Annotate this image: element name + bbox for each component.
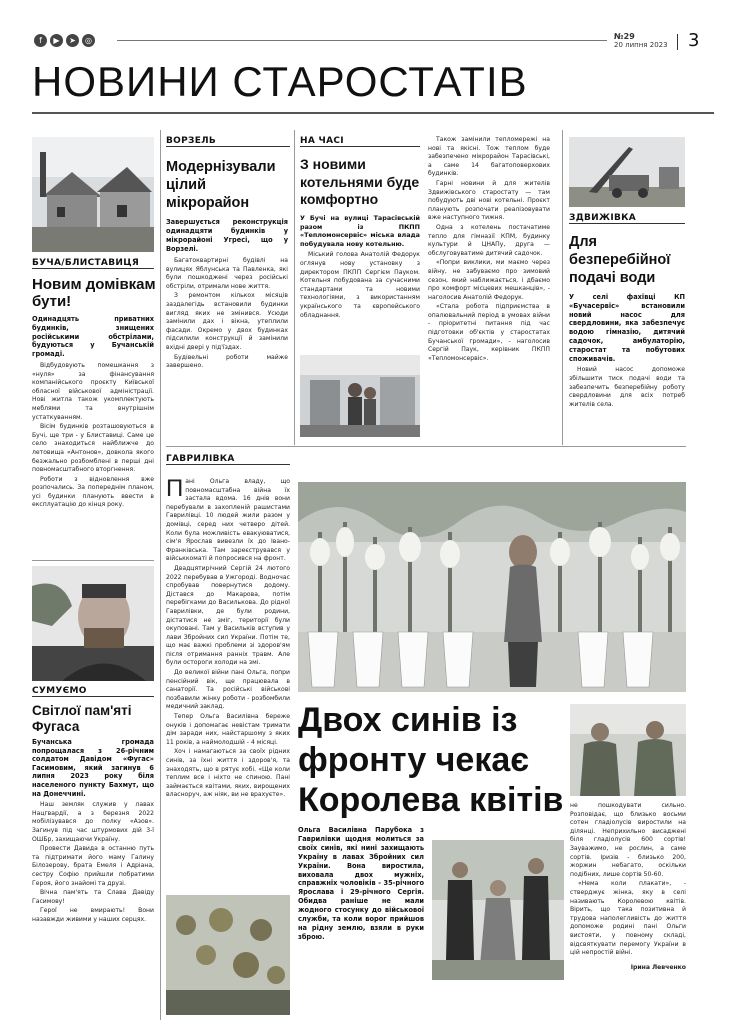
bucha-construction-photo — [32, 137, 154, 252]
paragraph: Провести Давида в останню путь та підтримати його маму Галину Білозерову, брата Емеля і Адріана, сестру Софію прийшли побратими Героя, його знайомі та друзі. — [32, 845, 154, 887]
paragraph-text: ані Ольга владу, що повномасштабна війна їх застала вдома. 16 днів вони перебували в захопленій рашистами Гаврилівці. 10 людей жили разом у домівці, серед них четверо дітей. Коли була можливість евакуюватися, сім'я Ярослав вивезли їх до Івано-Франківська. Там зареєструвався у військкоматі й попросився на фронт. — [166, 478, 290, 563]
header-rule — [117, 40, 607, 41]
divider — [166, 446, 686, 447]
section-label-sumuemo: СУМУЄМО — [32, 686, 154, 697]
article-body-vorzel — [166, 218, 288, 372]
title-rule — [32, 112, 714, 114]
article-lead-bucha: Одинадцять приватних будинків, знищених російськими обстрілами, будуються у Бучанській громаді. — [32, 315, 154, 359]
paragraph — [166, 475, 290, 564]
article-title-vorzel: Модернізували цілий мікрорайон — [166, 159, 276, 211]
feature-headline: Двох синів із фронту чекає Королева квітів — [298, 701, 564, 819]
sons-in-uniform-photo — [570, 704, 686, 796]
paragraph: Одна з котелень постачатиме тепло для гімназії КПМ, будинку культури й ЦНАПу, друга — обслуговуватиме дитячий садочок. — [428, 223, 550, 257]
paragraph: Герої не вмирають! Вони назавжди живими у наших серцях. — [32, 907, 154, 923]
article-lead-vorzel: Завершується реконструкція одинадцяти будинків у мікрорайоні Угресі, що у Ворзелі. — [166, 218, 288, 253]
page-title: НОВИНИ СТАРОСТАТІВ — [32, 58, 528, 105]
page-number-divider — [677, 34, 678, 50]
page-header — [0, 0, 740, 56]
article-body-zdvyzhivka — [569, 293, 685, 410]
paragraph: З ремонтом кількох місяців заздалегідь встановили будинки вигляд яких не змінився. Усюди замінили дах і вікна, утеплили фасади. Окремо у двох будинках підсилили конструкції й замінили вхідні двері у під'їздах. — [166, 292, 288, 351]
paragraph: «Стала робота підприємства в опалювальний період в умовах війни - пріоритетні питання під час підготовки об'єктів у старостатах Бучанської громади», - наголосив Сергій Паук, керівник ПКПП «Тепломонсервіс». — [428, 303, 550, 362]
column-divider — [562, 130, 563, 445]
article-body-sumuemo — [32, 738, 154, 925]
instagram-icon[interactable]: ◎ — [82, 34, 95, 47]
article-title-bucha: Новим домівкам бути! — [32, 276, 156, 310]
youtube-icon[interactable]: ▶ — [50, 34, 63, 47]
article-body-nachasi-cont — [428, 136, 550, 364]
divider — [32, 560, 154, 561]
paragraph: Гарні новини й для жителів Здвижівського старостату — там побудують дві нові котельні. Проєкт планують розпочати реалізовувати вже наступного тижня. — [428, 179, 550, 222]
page-number: 3 — [688, 30, 700, 51]
water-pump-photo — [569, 137, 685, 207]
telegram-icon[interactable]: ➤ — [66, 34, 79, 47]
paragraph: Новий насос допоможе збільшити тиск подачі води та забезпечить безперебійну роботу свердловини для всіх потреб жителів села. — [569, 366, 685, 408]
column-divider — [294, 130, 295, 445]
paragraph: Наш земляк служив у лавах Нацгвардії, а з березня 2022 мобілізувався до полку «Азов». Загинув під час штурмових дій 3-ї ОШБр, захищаючи Україну. — [32, 801, 154, 843]
article-lead-zdvyzhivka: У селі фахівці КП «Бучасервіс» встановили новий насос для свердловини, яка забезпечує водою гімназію, дитячий садочок, амбулаторію, старостат та побутових споживачів. — [569, 293, 685, 363]
article-lead-gavrylivka — [298, 826, 424, 943]
article-title-zdvyzhivka: Для безперебійної подачі води — [569, 234, 671, 286]
family-portrait-photo — [432, 840, 564, 980]
article-title-sumuemo: Світлої пам'яті Фугаса — [32, 703, 132, 734]
paragraph: Двадцятирічний Сергій 24 лютого 2022 перебував в Ужгороді. Водночас спробував повернутися додому. Дістався до Макарова, потім перебігками до Василькова. До рідної Гаврилівки, де були родини, дістатися не зміг, території були окуповані. Там у Васильків вступив у лави Збройних сил України. Потім те, що має важкі проблеми зі здоров'ям після отримання ранніх травм. Але були остороги холоди на змі. — [166, 564, 290, 667]
paragraph: Вісім будинків розташовуються в Бучі, ще три - у Блиставиці. Саме це село знаходиться найближче до летовища «Антонов», довкола якого безжально розбомблені в перші дні повномасштабного вторгнення. — [32, 423, 154, 474]
drop-cap: П — [166, 475, 184, 502]
paragraph: Багатоквартирні будівлі на вулицях Яблунська та Павленка, які були пошкоджені через російські обстріли, отримали нове життя. — [166, 257, 288, 290]
article-body-nachasi — [300, 214, 420, 321]
paragraph: «Попри виклики, ми маємо через війну, не забуваємо про зимовий сезон, який наближається, і дбаємо про комфорт місцевих мешканців», - наголосив Анатолій Федорук. — [428, 259, 550, 301]
article-body-bucha — [32, 315, 154, 511]
issue-info — [614, 33, 668, 49]
paragraph: Будівельні роботи майже завершено. — [166, 353, 288, 370]
column-divider — [160, 130, 161, 1020]
paragraph: Міський голова Анатолій Федорук оглянув нову установку з директором ПКПП Сергієм Пауком. Котельня побудована за сучасними стандартами та новими технологіями, з використанням українського та європейського обладнання. — [300, 251, 420, 319]
article-body-gavrylivka-right — [570, 802, 686, 973]
author-byline: Ірина Левченко — [630, 963, 686, 971]
issue-date: 20 липня 2023 — [614, 41, 668, 49]
article-title-nachasi: З новими котельнями буде комфортно — [300, 156, 420, 207]
paragraph: До великої війни пані Ольга, попри пенсійний вік, ще працювала в санаторії. Та російські військові позбавили жінку роботи - розбомбили медичний заклад. — [166, 669, 290, 711]
paragraph: Тепер Ольга Василівна береже онуків і допомагає невістам тримати дім заради них, найстаршому з яких 11 років, а наймолодшій - 4 місяці. — [166, 713, 290, 746]
flower-queen-photo — [298, 482, 686, 692]
section-label-nachasi: НА ЧАСІ — [300, 136, 420, 147]
article-lead-sumuemo: Бучанська громада попрощалася з 26-річним солдатом Давідом «Фугас» Гасимовим, який загинув 6 липня 2023 року біля населеного пункту Бахмут, що на Донеччині. — [32, 738, 154, 798]
facebook-icon[interactable]: f — [34, 34, 47, 47]
article-lead-nachasi: У Бучі на вулиці Тарасівській разом із ПКПП «Тепломонсервіс» міська влада побудувала нову котельню. — [300, 214, 420, 248]
paragraph: Відбудовують помешкання з «нуля» за фінансування компанійського проєкту Київської обласної військової адміністрації. Нові житла також укомплектують меблями та внутрішнім устаткуванням. — [32, 361, 154, 421]
section-label-zdvyzhivka: ЗДВИЖІВКА — [569, 213, 685, 224]
paragraph: не пошкодувати сильно. Розповідає, що близько восьми сотен гладіолусів виростили на ділянці. Неприхильно висаджені біля гладіолусів 600 сортів! Зауважимо, не рослин, а саме сортів. Іризів - близько 200, жоржин небагато, оскільки подібних, лише сортів 50-60. — [570, 802, 686, 878]
social-links — [34, 34, 95, 47]
paragraph: «Нема коли плакати», - стверджує жінка, яку в селі називають Королевою квітів. Вірить, що така позитивна й трудова наполегливість до життя допоможе родині пані Ольги вистояти, у повному складі, відсвяткувати перемогу України в цій непростій війні. — [570, 880, 686, 957]
paragraph: Вічна пам'ять та Слава Давіду Гасимову! — [32, 889, 154, 905]
paragraph: Також замінили тепломережі на нові та якісні. Тож теплом буде забезпечено мікрорайон Тарасівські, а саме 14 багатоповерхових будинків. — [428, 136, 550, 178]
soldier-portrait-photo — [32, 566, 154, 681]
paragraph: Хоч і намагаються за своїх рідних синів, за їхні життя і здоров'я, та знаходять, що в рятує хобі. «Ще коли теплим все і ніхто не спиною. Пані займається квітами, яких, вирощених власноруч, аж ніяк, ви не врахуєте». — [166, 748, 290, 799]
section-label-vorzel: ВОРЗЕЛЬ — [166, 136, 290, 147]
paragraph: Роботи з відновлення вже розпочались. За попереднім планом, усі будинки планують ввести в експлуатацію до кінця року. — [32, 475, 154, 509]
feature-lead: Ольга Василівна Парубока з Гаврилівки щодня молиться за своїх синів, які нині захищають Україну в лавах Збройних сил України. Вона виростила, виховала двох мужніх, справжніх чоловіків - 35-річного Ярослава і 29-річного Сергія. Обидва раніше не мали жодного стосунку до військової служби, та коли ворог прийшов на рідну землю, взяли в руки зброю. — [298, 826, 424, 941]
section-label-bucha: БУЧА/БЛИСТАВИЦЯ — [32, 258, 154, 269]
boiler-room-photo — [300, 355, 420, 437]
sunflower-field-photo — [166, 895, 290, 1015]
issue-number: №29 — [614, 32, 635, 41]
section-label-gavrylivka: ГАВРИЛІВКА — [166, 454, 290, 465]
article-body-gavrylivka — [166, 475, 290, 801]
